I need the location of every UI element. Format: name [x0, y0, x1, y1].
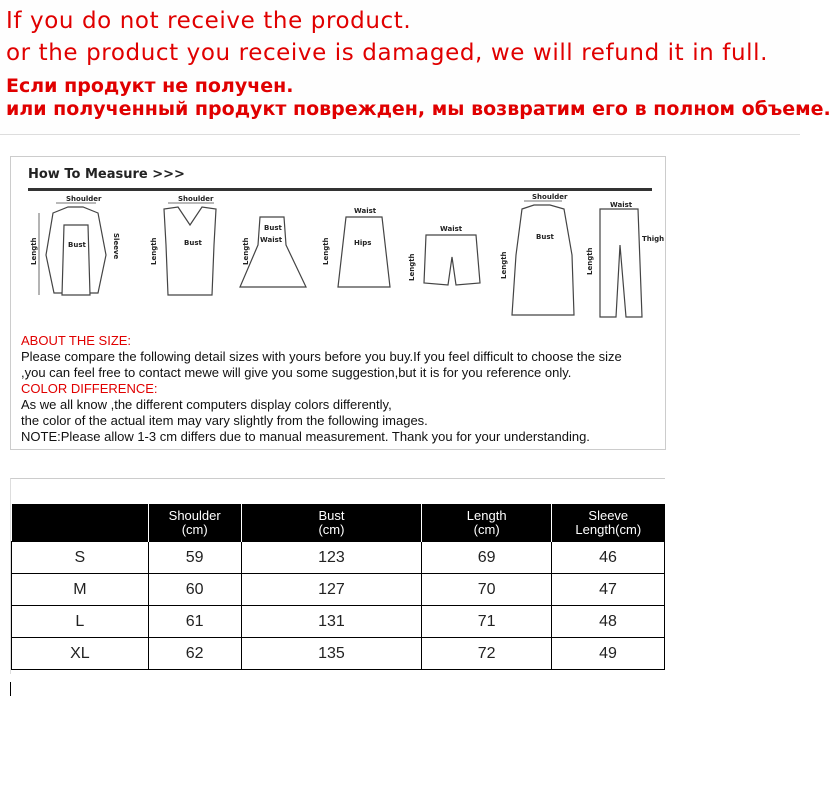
- label-waist-4: Waist: [354, 207, 377, 215]
- size-info-text: [21, 333, 661, 445]
- label-length-1: Length: [30, 237, 38, 265]
- table-row: [12, 638, 665, 670]
- size-cell: M: [12, 574, 149, 606]
- label-length-7: Length: [586, 247, 594, 275]
- bust-cell: 123: [241, 542, 422, 574]
- shorts-illustration: [408, 225, 480, 285]
- header-sleeve-length: Sleeve Length(cm): [552, 504, 665, 542]
- how-to-measure-panel: [10, 156, 666, 450]
- measurement-note: NOTE:Please allow 1-3 cm differs due to manual measurement. Thank you for your understanding.: [21, 429, 590, 444]
- sleeve-cell: 47: [552, 574, 665, 606]
- label-shoulder-6: Shoulder: [532, 193, 568, 201]
- measurement-illustrations: [28, 193, 665, 323]
- shoulder-cell: 62: [148, 638, 241, 670]
- length-cell: 71: [422, 606, 552, 638]
- label-sleeve-1: Sleeve: [112, 233, 120, 260]
- skirt-illustration: [322, 207, 390, 287]
- bust-cell: 131: [241, 606, 422, 638]
- label-bust-6: Bust: [536, 233, 554, 241]
- tank-top-illustration: [150, 195, 216, 295]
- label-shoulder-1: Shoulder: [66, 195, 102, 203]
- label-hips-4: Hips: [354, 239, 372, 247]
- length-cell: 70: [422, 574, 552, 606]
- shoulder-cell: 61: [148, 606, 241, 638]
- label-length-6: Length: [500, 251, 508, 279]
- length-cell: 72: [422, 638, 552, 670]
- about-size-heading: ABOUT THE SIZE:: [21, 333, 132, 348]
- label-waist-7: Waist: [610, 201, 633, 209]
- color-difference-heading: COLOR DIFFERENCE:: [21, 381, 158, 396]
- header-size: [12, 504, 149, 542]
- header-bust: Bust (cm): [241, 504, 422, 542]
- label-waist-5: Waist: [440, 225, 463, 233]
- sleeve-cell: 49: [552, 638, 665, 670]
- about-size-line-2: ,you can feel free to contact mewe will give you some suggestion,but it is for you reference only.: [21, 365, 572, 380]
- table-row: [12, 574, 665, 606]
- coat-illustration: [500, 193, 574, 315]
- label-length-4: Length: [322, 237, 330, 265]
- banner-line-3: Если продукт не получен.: [6, 75, 294, 97]
- about-size-line-1: Please compare the following detail sizes with yours before you buy.If you feel difficult to choose the size: [21, 349, 622, 364]
- trousers-illustration: [586, 201, 664, 317]
- table-header-row: [12, 504, 665, 542]
- sleeve-cell: 46: [552, 542, 665, 574]
- banner-line-2: or the product you receive is damaged, we will refund it in full.: [6, 40, 769, 66]
- size-chart: [10, 478, 665, 674]
- shoulder-cell: 60: [148, 574, 241, 606]
- bust-cell: 127: [241, 574, 422, 606]
- label-thigh-7: Thigh: [642, 235, 665, 243]
- label-shoulder-2: Shoulder: [178, 195, 214, 203]
- label-length-2: Length: [150, 237, 158, 265]
- label-length-3: Length: [242, 237, 250, 265]
- header-shoulder: Shoulder (cm): [148, 504, 241, 542]
- label-bust-3: Bust: [264, 224, 282, 232]
- label-bust-1: Bust: [68, 241, 86, 249]
- banner-line-1: If you do not receive the product.: [6, 8, 412, 34]
- sleeve-cell: 48: [552, 606, 665, 638]
- size-cell: XL: [12, 638, 149, 670]
- shoulder-cell: 59: [148, 542, 241, 574]
- title-divider: [28, 188, 652, 191]
- length-cell: 69: [422, 542, 552, 574]
- bust-cell: 135: [241, 638, 422, 670]
- color-difference-line-2: the color of the actual item may vary slightly from the following images.: [21, 413, 428, 428]
- label-bust-2: Bust: [184, 239, 202, 247]
- color-difference-line-1: As we all know ,the different computers display colors differently,: [21, 397, 392, 412]
- banner-line-4: или полученный продукт поврежден, мы возвратим его в полном объеме.: [6, 98, 831, 120]
- how-to-measure-title: How To Measure >>>: [28, 167, 185, 182]
- blouse-illustration: [30, 195, 120, 295]
- size-table: [11, 504, 665, 670]
- table-row: [12, 606, 665, 638]
- label-length-5: Length: [408, 253, 416, 281]
- text-cursor: [10, 682, 11, 696]
- refund-banner: [0, 0, 831, 135]
- size-cell: S: [12, 542, 149, 574]
- size-cell: L: [12, 606, 149, 638]
- header-length: Length (cm): [422, 504, 552, 542]
- dress-illustration: [240, 217, 306, 287]
- label-waist-3: Waist: [260, 236, 283, 244]
- table-row: [12, 542, 665, 574]
